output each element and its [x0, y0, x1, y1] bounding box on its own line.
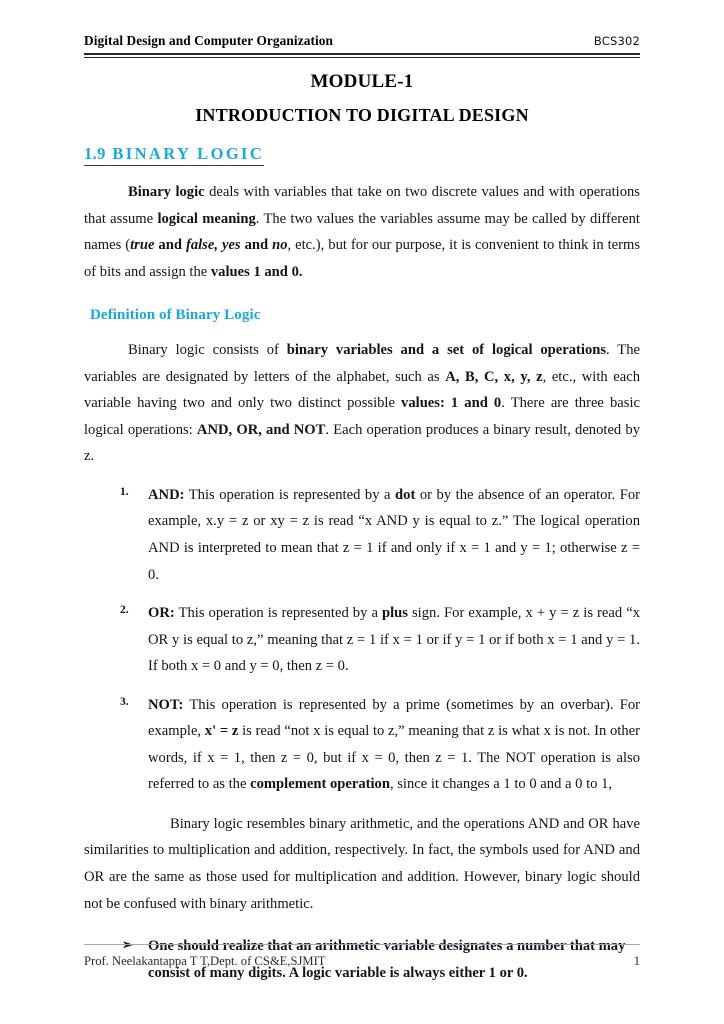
- intro-text-4: and: [240, 237, 273, 254]
- intro-text-5: , etc.), but for our purpose, it is convenient to think in terms of bits and assign the: [84, 237, 641, 280]
- header-course-code: BCS302: [593, 34, 640, 48]
- operation-name: OR:: [148, 605, 175, 622]
- arrow-bullet-icon: ➢: [122, 937, 134, 953]
- header-subject-title: Digital Design and Computer Organization: [84, 33, 334, 48]
- def-bold-1: binary variables and a set of logical operations: [286, 342, 607, 359]
- def-bold-4: AND, OR, and NOT: [196, 421, 326, 438]
- definition-subheading: Definition of Binary Logic: [90, 307, 261, 324]
- intro-italic-no: no: [272, 237, 288, 254]
- operation-name: NOT:: [148, 696, 184, 713]
- header-divider: [84, 53, 640, 58]
- intro-text-2: . The two values the variables assume may be called by different names (: [84, 210, 640, 254]
- operation-name: AND:: [148, 486, 185, 503]
- key-point-text: One should realize that an arithmetic variable designates a number that may consist of many digits. A logic variable is always either 1 or 0.: [148, 938, 626, 981]
- intro-bold-3: values 1 and 0.: [210, 263, 303, 280]
- definition-paragraph: [84, 324, 640, 470]
- resembles-paragraph: Binary logic resembles binary arithmetic, and the operations AND and OR have similarities to multiplication and addition, respectively. In fact, the symbols used for AND and OR are the same as those used for multiplication and addition. However, binary logic should not be confused with binary arithmetic.: [84, 815, 640, 912]
- def-text-3: , etc., with each variable having two and only two distinct possible: [84, 368, 641, 412]
- intro-text-1: deals with variables that take on two discrete values and with operations that assume: [84, 184, 640, 227]
- footer-divider: [84, 944, 640, 945]
- list-item: [84, 470, 640, 588]
- def-text-5: . Each operation produces a binary result, denoted by z.: [84, 421, 640, 465]
- section-number: 1.9: [84, 144, 106, 163]
- intro-italic-false: false, yes: [185, 237, 241, 254]
- page-title: INTRODUCTION TO DIGITAL DESIGN: [195, 105, 529, 125]
- page-content: [84, 0, 640, 986]
- intro-paragraph: [84, 166, 640, 285]
- operation-text-2: or by the absence of an operator. For example, x.y = z or xy = z is read “x AND y is equal to z.” The logical operation AND is interpreted to mean that z = 1 if and only if x = 1 and y = 1; otherwise z = 0.: [148, 486, 640, 583]
- operation-text-1: This operation is represented by a prime (sometimes by an overbar). For example,: [148, 696, 640, 740]
- def-text-4: . There are three basic logical operations:: [84, 395, 640, 438]
- footer-row: [84, 954, 640, 969]
- module-title: MODULE-1: [310, 71, 414, 92]
- operation-text-2: is read “not x is equal to z,” meaning that z is what x is not. In other words, if x = 1, then z = 0, but if x = 0, then z = 1. The NOT operation is also referred to as the: [148, 723, 640, 793]
- footer-author: Prof. Neelakantappa T T,Dept. of CS&E,SJMIT: [84, 954, 326, 968]
- def-text-1: Binary logic consists of: [128, 342, 287, 359]
- intro-italic-true: true: [130, 237, 155, 254]
- intro-bold-2: logical meaning: [157, 210, 256, 227]
- def-bold-2: A, B, C, x, y, z: [445, 368, 543, 385]
- intro-lead-bold: Binary logic: [128, 184, 205, 200]
- operation-text-1: This operation is represented by a: [184, 486, 396, 503]
- operation-bold-1: dot: [395, 486, 416, 503]
- list-marker: 3.: [120, 695, 129, 708]
- def-bold-3: values: 1 and 0: [401, 395, 502, 412]
- list-marker: 1.: [120, 485, 129, 498]
- list-marker: 2.: [120, 604, 129, 617]
- intro-text-3: and: [154, 237, 186, 254]
- list-item: [84, 588, 640, 680]
- logical-operations-list: [84, 470, 640, 798]
- document-header: [84, 0, 640, 49]
- page-number: 1: [633, 954, 640, 968]
- operation-bold-1: plus: [381, 605, 408, 622]
- operation-bold-2: complement operation: [250, 776, 390, 793]
- list-item: [84, 680, 640, 798]
- operation-bold-1: x' = z: [204, 723, 239, 740]
- operation-text-3: , since it changes a 1 to 0 and a 0 to 1,: [389, 776, 613, 793]
- document-footer: [84, 944, 640, 969]
- operation-text-1: This operation is represented by a: [174, 605, 382, 622]
- section-heading-wrap: [84, 126, 640, 166]
- operation-text-2: sign. For example, x + y = z is read “x OR y is equal to z,” meaning that z = 1 if x = 1 or if y = 1 or if both x = 1 and y = 1. If both x = 0 and y = 0, then z = 0.: [148, 605, 640, 675]
- def-text-2: . The variables are designated by letters of the alphabet, such as: [84, 342, 640, 385]
- section-heading: [84, 144, 264, 166]
- section-heading-label: BINARY LOGIC: [112, 144, 265, 163]
